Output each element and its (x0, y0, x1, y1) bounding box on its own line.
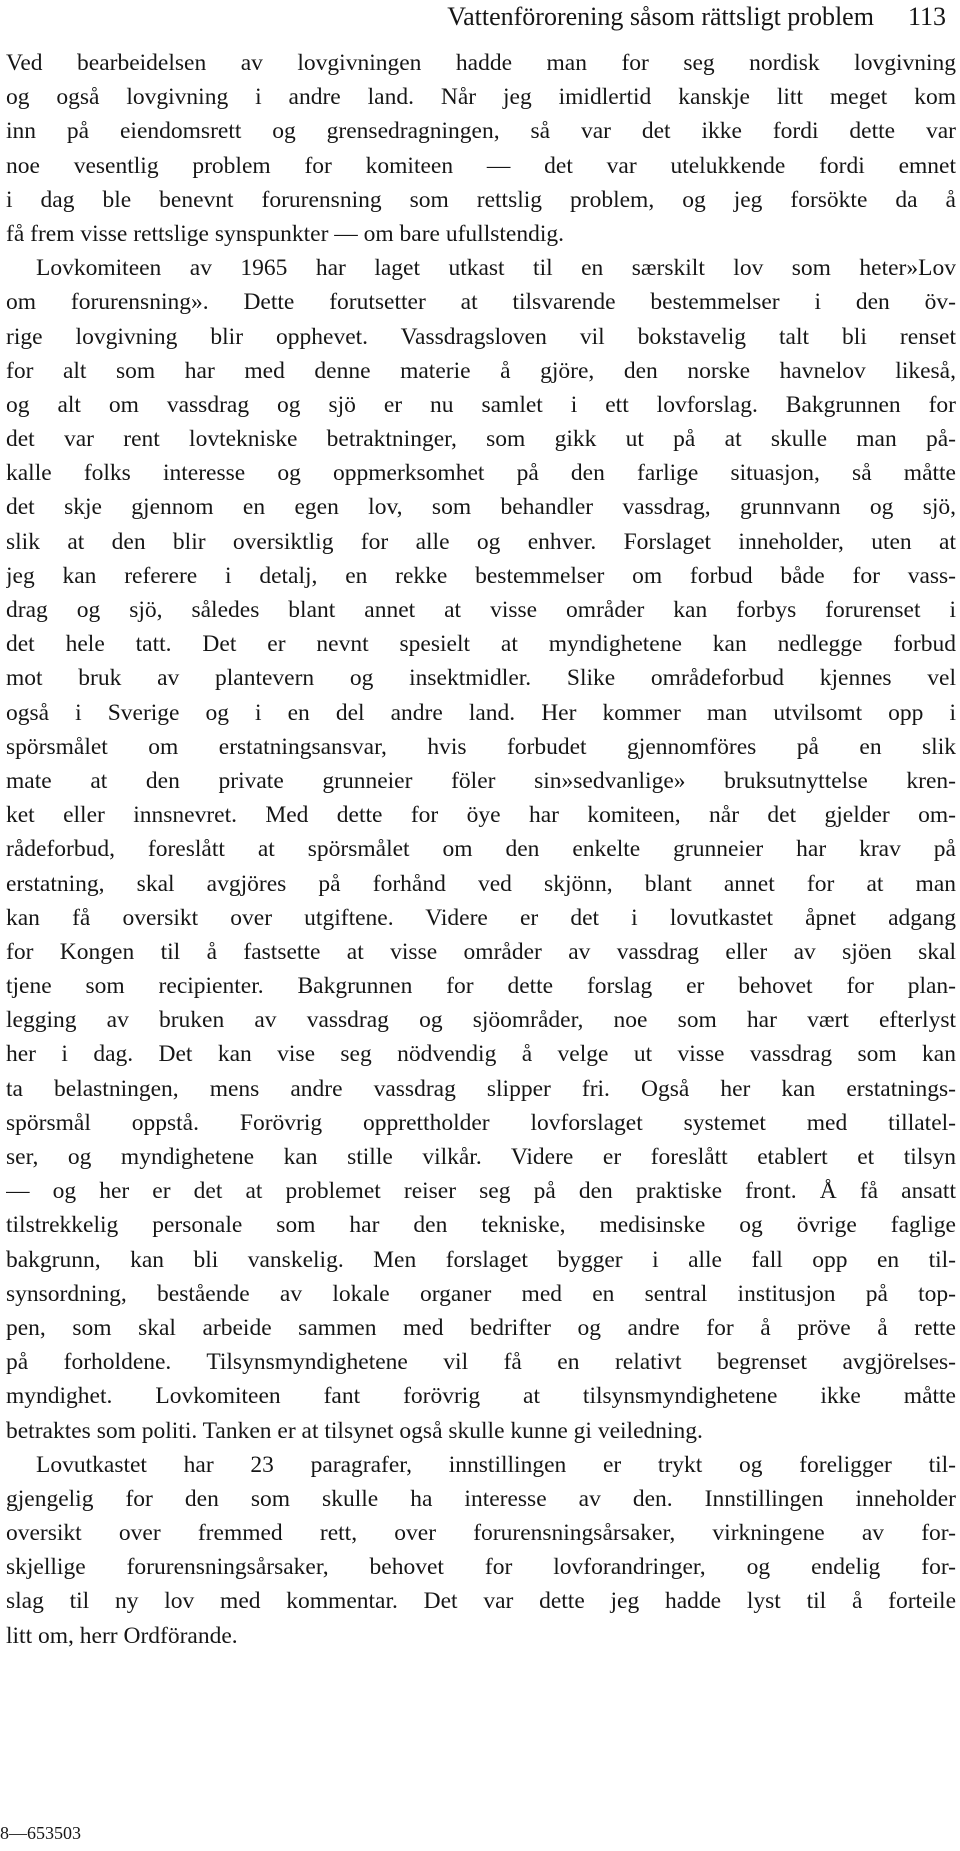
text-line: noe vesentlig problem for komiteen — det var utelukkende fordi emnet (6, 152, 956, 179)
text-line: for Kongen til å fastsette at visse områder av vassdrag eller av sjöen skal (6, 938, 956, 965)
text-line: rige lovgivning blir opphevet. Vassdragsloven vil bokstavelig talt bli renset (6, 323, 956, 350)
text-line: ser, og myndighetene kan stille vilkår. Videre er foreslått etablert et tilsyn (6, 1144, 956, 1170)
text-line: drag og sjö, således blant annet at visse områder kan forbys forurenset i (6, 597, 956, 623)
text-line: i dag ble benevnt forurensning som rettslig problem, og jeg forsökte da å (6, 186, 956, 213)
text-line: rådeforbud, foreslått at spörsmålet om den enkelte grunneier har krav på (6, 836, 956, 863)
text-line: også i Sverige og i en del andre land. Her kommer man utvilsomt opp i (6, 699, 956, 726)
text-line: og også lovgivning i andre land. Når jeg imidlertid kanskje litt meget kom (6, 84, 956, 111)
text-line: oversikt over fremmed rett, over forurensningsårsaker, virkningene av for- (6, 1520, 956, 1547)
text-line: betraktes som politi. Tanken er at tilsynet også skulle kunne gi veiledning. (6, 1417, 703, 1444)
text-line: mate at den private grunneier föler sin»sedvanlige» bruksutnyttelse kren- (6, 767, 956, 794)
text-line: myndighet. Lovkomiteen fant forövrig at tilsynsmyndighetene ikke måtte (6, 1383, 956, 1410)
running-header (447, 2, 946, 32)
text-line: Ved bearbeidelsen av lovgivningen hadde man for seg nordisk lovgivning (6, 50, 956, 76)
text-line: Lovutkastet har 23 paragrafer, innstillingen er trykt og foreligger til- (36, 1451, 956, 1478)
text-line: og alt om vassdrag og sjö er nu samlet i ett lovforslag. Bakgrunnen for (6, 391, 956, 418)
print-signature: 8—653503 (0, 1823, 81, 1843)
text-line: legging av bruken av vassdrag og sjöområder, noe som har vært efterlyst (6, 1007, 956, 1034)
text-line: spörsmålet om erstatningsansvar, hvis forbudet gjennomföres på en slik (6, 733, 956, 760)
text-line: slag til ny lov med kommentar. Det var dette jeg hadde lyst til å forteile (6, 1588, 956, 1615)
text-line: det var rent lovtekniske betraktninger, som gikk ut på at skulle man på- (6, 426, 956, 453)
text-line: ket eller innsnevret. Med dette for öye har komiteen, når det gjelder om- (6, 802, 956, 829)
body-text (6, 46, 956, 1653)
text-line: bakgrunn, kan bli vanskelig. Men forslaget bygger i alle fall opp en til- (6, 1246, 956, 1273)
text-line: for alt som har med denne materie å gjöre, den norske havnelov likeså, (6, 357, 956, 384)
text-line: pen, som skal arbeide sammen med bedrifter og andre for å pröve å rette (6, 1314, 956, 1341)
text-line: gjengelig for den som skulle ha interesse av den. Innstillingen inneholder (6, 1485, 956, 1512)
text-line: det hele tatt. Det er nevnt spesielt at myndighetene kan nedlegge forbud (6, 631, 956, 658)
text-line: synsordning, bestående av lokale organer med en sentral institusjon på top- (6, 1280, 956, 1307)
text-line: tjene som recipienter. Bakgrunnen for dette forslag er behovet for plan- (6, 973, 956, 1000)
text-line: kalle folks interesse og oppmerksomhet på den farlige situasjon, så måtte (6, 460, 956, 487)
text-line: inn på eiendomsrett og grensedragningen, så var det ikke fordi dette var (6, 118, 956, 145)
text-line: på forholdene. Tilsynsmyndighetene vil få en relativt begrenset avgjörelses- (6, 1349, 956, 1376)
page-number: 113 (907, 2, 946, 31)
text-line: erstatning, skal avgjöres på forhånd ved skjönn, blant annet for at man (6, 870, 956, 897)
text-line: ta belastningen, mens andre vassdrag slipper fri. Også her kan erstatnings- (6, 1075, 956, 1102)
text-line: litt om, herr Ordförande. (6, 1622, 238, 1649)
text-line: få frem visse rettslige synspunkter — om bare ufullstendig. (6, 220, 564, 247)
text-line: kan få oversikt over utgiftene. Videre er det i lovutkastet åpnet adgang (6, 904, 956, 931)
text-line: jeg kan referere i detalj, en rekke bestemmelser om forbud både for vass- (6, 562, 956, 589)
text-line: spörsmål oppstå. Forövrig opprettholder lovforslaget systemet med tillatel- (6, 1109, 956, 1136)
text-line: slik at den blir oversiktlig for alle og enhver. Forslaget inneholder, uten at (6, 528, 956, 555)
text-line: det skje gjennom en egen lov, som behandler vassdrag, grunnvann og sjö, (6, 494, 956, 521)
text-line: Lovkomiteen av 1965 har laget utkast til en særskilt lov som heter»Lov (36, 255, 956, 282)
text-line: tilstrekkelig personale som har den tekniske, medisinske og övrige faglige (6, 1212, 956, 1239)
text-line: skjellige forurensningsårsaker, behovet for lovforandringer, og endelig for- (6, 1554, 956, 1581)
text-line: mot bruk av plantevern og insektmidler. Slike områdeforbud kjennes vel (6, 665, 956, 692)
text-line: — og her er det at problemet reiser seg på den praktiske front. Å få ansatt (6, 1178, 956, 1205)
text-line: her i dag. Det kan vise seg nödvendig å velge ut visse vassdrag som kan (6, 1041, 956, 1068)
running-title: Vattenförorening såsom rättsligt problem (447, 2, 874, 31)
text-line: om forurensning». Dette forutsetter at tilsvarende bestemmelser i den öv- (6, 289, 956, 316)
